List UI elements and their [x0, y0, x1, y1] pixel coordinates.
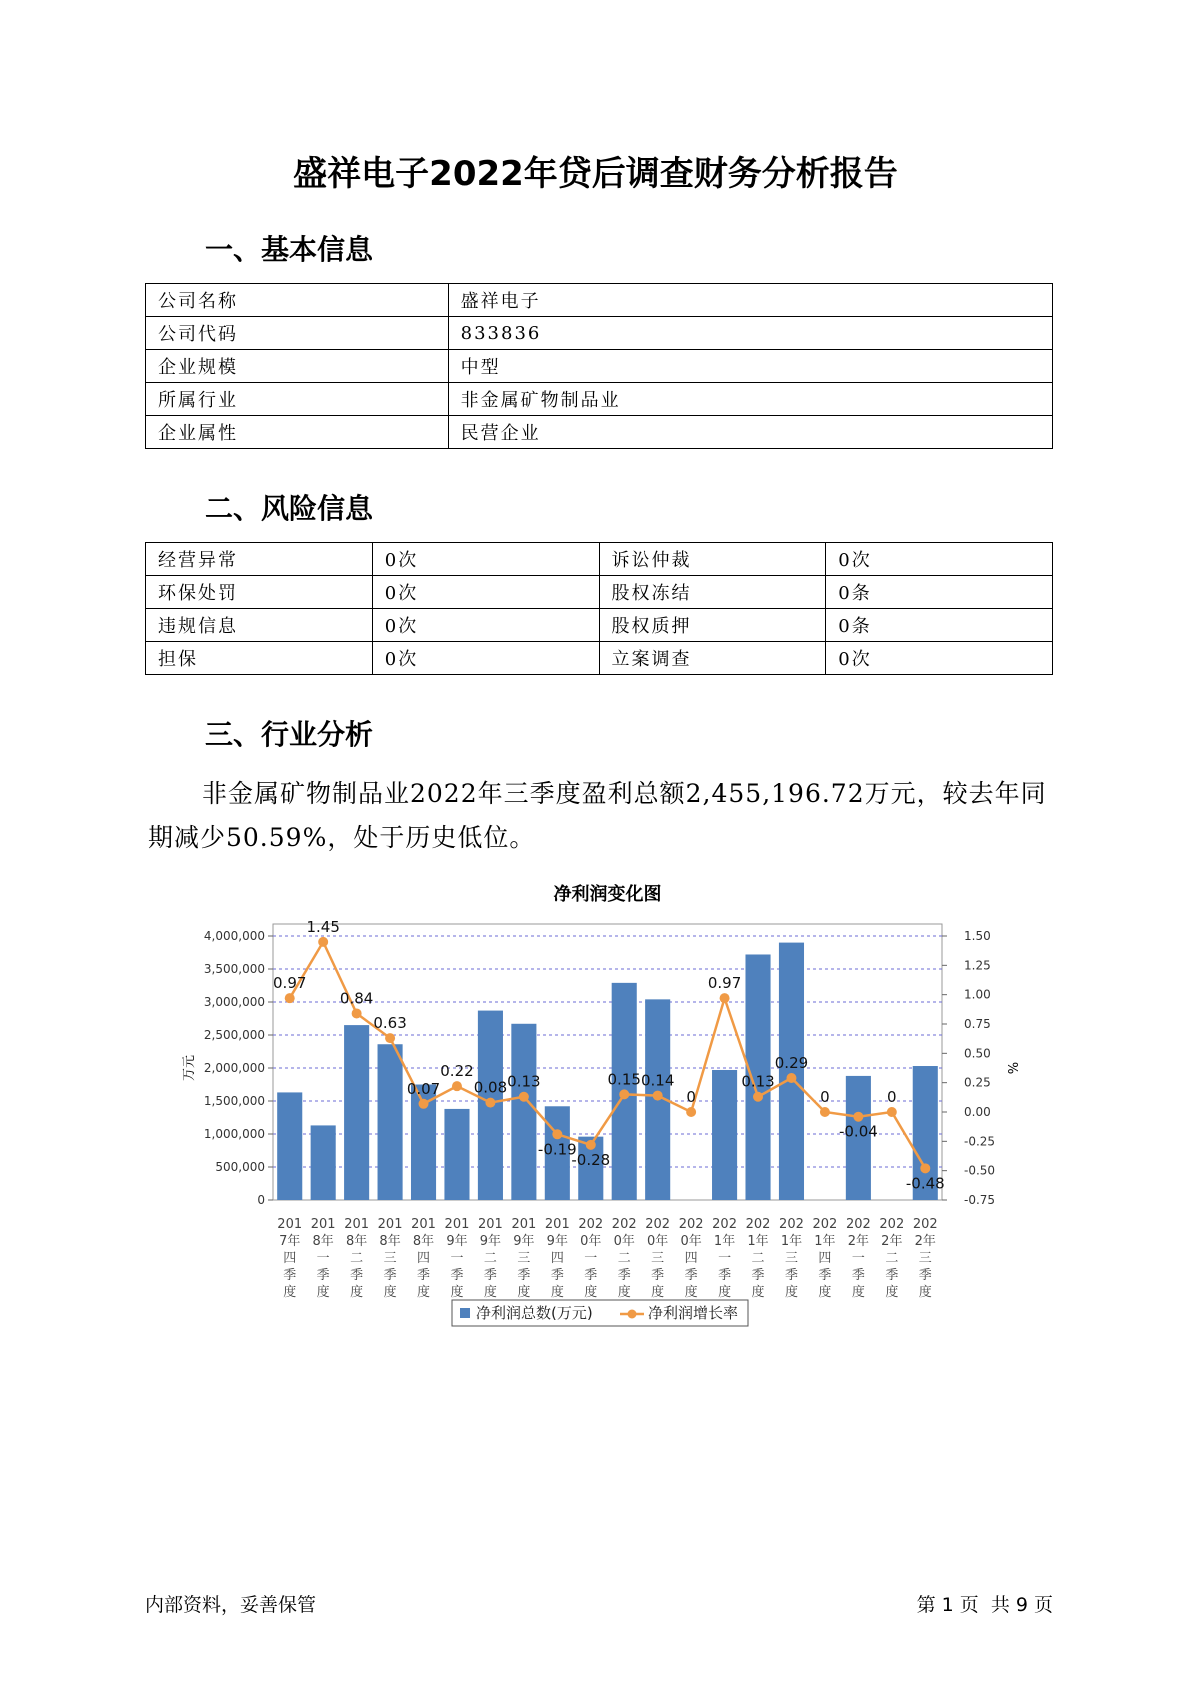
y-tick-label-right: -0.75 — [964, 1193, 996, 1207]
x-tick-label: 202 1年四季度 — [812, 1217, 838, 1300]
growth-rate-point — [485, 1098, 495, 1108]
growth-rate-label: -0.48 — [905, 1174, 945, 1193]
x-tick-label: 201 8年一季度 — [310, 1217, 336, 1300]
y-tick-label-left: 1,000,000 — [203, 1127, 265, 1141]
growth-rate-label: 0.07 — [406, 1079, 441, 1098]
table-row — [146, 609, 1053, 642]
growth-rate-point — [853, 1112, 863, 1122]
growth-rate-label: 0.08 — [473, 1078, 508, 1097]
risk-value: 0条 — [826, 609, 1053, 642]
ownership-value: 民营企业 — [448, 416, 1052, 449]
y-tick-label-left: 1,500,000 — [203, 1094, 265, 1108]
y-tick-label-left: 3,000,000 — [203, 995, 265, 1009]
growth-rate-label: -0.28 — [571, 1150, 611, 1169]
growth-rate-point — [519, 1092, 529, 1102]
y-tick-label-left: 2,000,000 — [203, 1061, 265, 1075]
risk-label: 股权冻结 — [599, 576, 826, 609]
risk-value: 0次 — [826, 543, 1053, 576]
y-axis-label-right: % — [1004, 1061, 1019, 1075]
growth-rate-label: 0.13 — [507, 1072, 541, 1091]
growth-rate-label: 0.63 — [373, 1014, 407, 1033]
section-heading-industry-analysis: 三、行业分析 — [205, 718, 374, 751]
y-axis-label-left: 万元 — [182, 1054, 197, 1082]
y-tick-label-right: 1.25 — [964, 958, 991, 973]
y-tick-label-left: 4,000,000 — [203, 929, 265, 943]
bar — [444, 1109, 469, 1200]
risk-label: 经营异常 — [146, 543, 373, 576]
bar — [344, 1025, 369, 1200]
company-name-value: 盛祥电子 — [448, 284, 1052, 317]
chart-title: 净利润变化图 — [553, 884, 662, 905]
growth-rate-point — [619, 1089, 629, 1099]
x-tick-label: 201 8年二季度 — [344, 1217, 370, 1300]
x-tick-label: 202 2年三季度 — [912, 1217, 938, 1300]
growth-rate-label: 0 — [820, 1088, 830, 1106]
y-tick-label-left: 500,000 — [215, 1160, 265, 1174]
section-heading-basic-info: 一、基本信息 — [205, 233, 374, 266]
legend-line-label: 净利润增长率 — [648, 1304, 739, 1322]
growth-rate-point — [352, 1008, 362, 1018]
growth-rate-point — [419, 1099, 429, 1109]
x-tick-label: 202 0年四季度 — [678, 1217, 704, 1300]
x-tick-label: 202 0年三季度 — [645, 1217, 671, 1300]
y-tick-label-right: 0.75 — [964, 1017, 991, 1031]
growth-rate-point — [385, 1033, 395, 1043]
growth-rate-point — [820, 1107, 830, 1117]
company-size-label: 企业规模 — [146, 350, 449, 383]
growth-rate-point — [720, 993, 730, 1003]
y-tick-label-right: 0.00 — [964, 1105, 991, 1119]
growth-rate-label: 0 — [887, 1088, 897, 1106]
risk-value: 0次 — [372, 642, 599, 675]
report-title: 盛祥电子2022年贷后调查财务分析报告 — [293, 154, 898, 194]
industry-value: 非金属矿物制品业 — [448, 383, 1052, 416]
risk-label: 环保处罚 — [146, 576, 373, 609]
risk-value: 0次 — [372, 543, 599, 576]
bar — [311, 1125, 336, 1200]
y-tick-label-left: 2,500,000 — [203, 1028, 265, 1042]
table-row — [146, 350, 1053, 383]
risk-value: 0次 — [372, 609, 599, 642]
growth-rate-label: 0.13 — [741, 1072, 775, 1091]
x-tick-label: 201 9年四季度 — [544, 1217, 570, 1300]
table-row — [146, 543, 1053, 576]
table-row — [146, 576, 1053, 609]
x-tick-label: 202 2年一季度 — [845, 1217, 871, 1300]
growth-rate-point — [653, 1091, 663, 1101]
x-tick-label: 201 7年四季度 — [277, 1217, 303, 1300]
risk-label: 担保 — [146, 642, 373, 675]
growth-rate-label: 0.22 — [440, 1062, 474, 1081]
company-code-label: 公司代码 — [146, 317, 449, 350]
x-tick-label: 201 9年三季度 — [511, 1217, 537, 1300]
growth-rate-point — [285, 993, 295, 1003]
table-row — [146, 383, 1053, 416]
table-row — [146, 416, 1053, 449]
growth-rate-point — [920, 1163, 930, 1173]
y-tick-label-right: 1.00 — [964, 987, 991, 1002]
basic-info-table — [145, 283, 1053, 449]
growth-rate-label: 0.97 — [707, 974, 742, 993]
risk-label: 股权质押 — [599, 609, 826, 642]
x-tick-label: 202 0年二季度 — [611, 1217, 637, 1300]
risk-info-table — [145, 542, 1053, 675]
growth-rate-label: 0.29 — [774, 1053, 809, 1072]
growth-rate-point — [452, 1081, 462, 1091]
risk-label: 诉讼仲裁 — [599, 543, 826, 576]
growth-rate-label: 1.45 — [306, 917, 340, 936]
x-tick-label: 201 9年二季度 — [478, 1217, 503, 1300]
company-size-value: 中型 — [448, 350, 1052, 383]
section-heading-risk-info: 二、风险信息 — [205, 492, 374, 525]
risk-label: 违规信息 — [146, 609, 373, 642]
legend-line-marker — [628, 1310, 637, 1319]
net-profit-chart — [0, 880, 1191, 1350]
y-tick-label-left: 0 — [257, 1193, 265, 1207]
table-row — [146, 642, 1053, 675]
growth-rate-label: -0.19 — [537, 1140, 577, 1159]
x-tick-label: 202 1年二季度 — [745, 1217, 771, 1300]
growth-rate-label: 0 — [686, 1088, 696, 1106]
company-name-label: 公司名称 — [146, 284, 449, 317]
growth-rate-point — [586, 1140, 596, 1150]
x-tick-label: 202 0年一季度 — [578, 1217, 604, 1300]
bar — [511, 1024, 536, 1200]
bar — [378, 1044, 403, 1200]
bar — [712, 1070, 737, 1200]
table-row — [146, 317, 1053, 350]
growth-rate-label: -0.04 — [838, 1122, 878, 1141]
legend-bar-label: 净利润总数(万元) — [476, 1304, 593, 1322]
industry-label: 所属行业 — [146, 383, 449, 416]
bar — [277, 1092, 302, 1200]
growth-rate-point — [686, 1107, 696, 1117]
risk-value: 0次 — [826, 642, 1053, 675]
risk-value: 0次 — [372, 576, 599, 609]
y-tick-label-right: -0.25 — [964, 1134, 996, 1149]
legend-bar-swatch — [460, 1308, 470, 1318]
growth-rate-point — [318, 937, 328, 947]
growth-rate-label: 0.84 — [339, 989, 374, 1008]
y-tick-label-right: -0.50 — [964, 1163, 996, 1178]
x-tick-label: 201 9年一季度 — [444, 1217, 470, 1300]
x-tick-label: 202 2年二季度 — [879, 1217, 905, 1300]
y-tick-label-left: 3,500,000 — [203, 962, 265, 976]
y-tick-label-right: 0.25 — [964, 1075, 991, 1090]
table-row — [146, 284, 1053, 317]
company-code-value: 833836 — [448, 317, 1052, 350]
growth-rate-label: 0.15 — [607, 1070, 641, 1089]
x-tick-label: 201 8年三季度 — [377, 1217, 403, 1300]
risk-value: 0条 — [826, 576, 1053, 609]
growth-rate-point — [786, 1073, 796, 1083]
x-tick-label: 202 1年三季度 — [779, 1217, 804, 1300]
growth-rate-point — [552, 1129, 562, 1139]
y-tick-label-right: 0.50 — [964, 1046, 991, 1061]
risk-label: 立案调查 — [599, 642, 826, 675]
y-tick-label-right: 1.50 — [964, 929, 991, 943]
x-tick-label: 202 1年一季度 — [712, 1217, 737, 1300]
industry-analysis-paragraph: 非金属矿物制品业2022年三季度盈利总额2,455,196.72万元，较去年同期减少50.59%，处于历史低位。 — [148, 779, 1047, 852]
x-tick-label: 201 8年四季度 — [411, 1217, 436, 1300]
ownership-label: 企业属性 — [146, 416, 449, 449]
footer-confidential-note: 内部资料，妥善保管 — [145, 1594, 317, 1616]
growth-rate-point — [887, 1107, 897, 1117]
growth-rate-point — [753, 1092, 763, 1102]
footer-page-number: 第 1 页 共 9 页 — [916, 1594, 1053, 1616]
growth-rate-label: 0.14 — [640, 1071, 675, 1090]
growth-rate-label: 0.97 — [273, 974, 307, 993]
